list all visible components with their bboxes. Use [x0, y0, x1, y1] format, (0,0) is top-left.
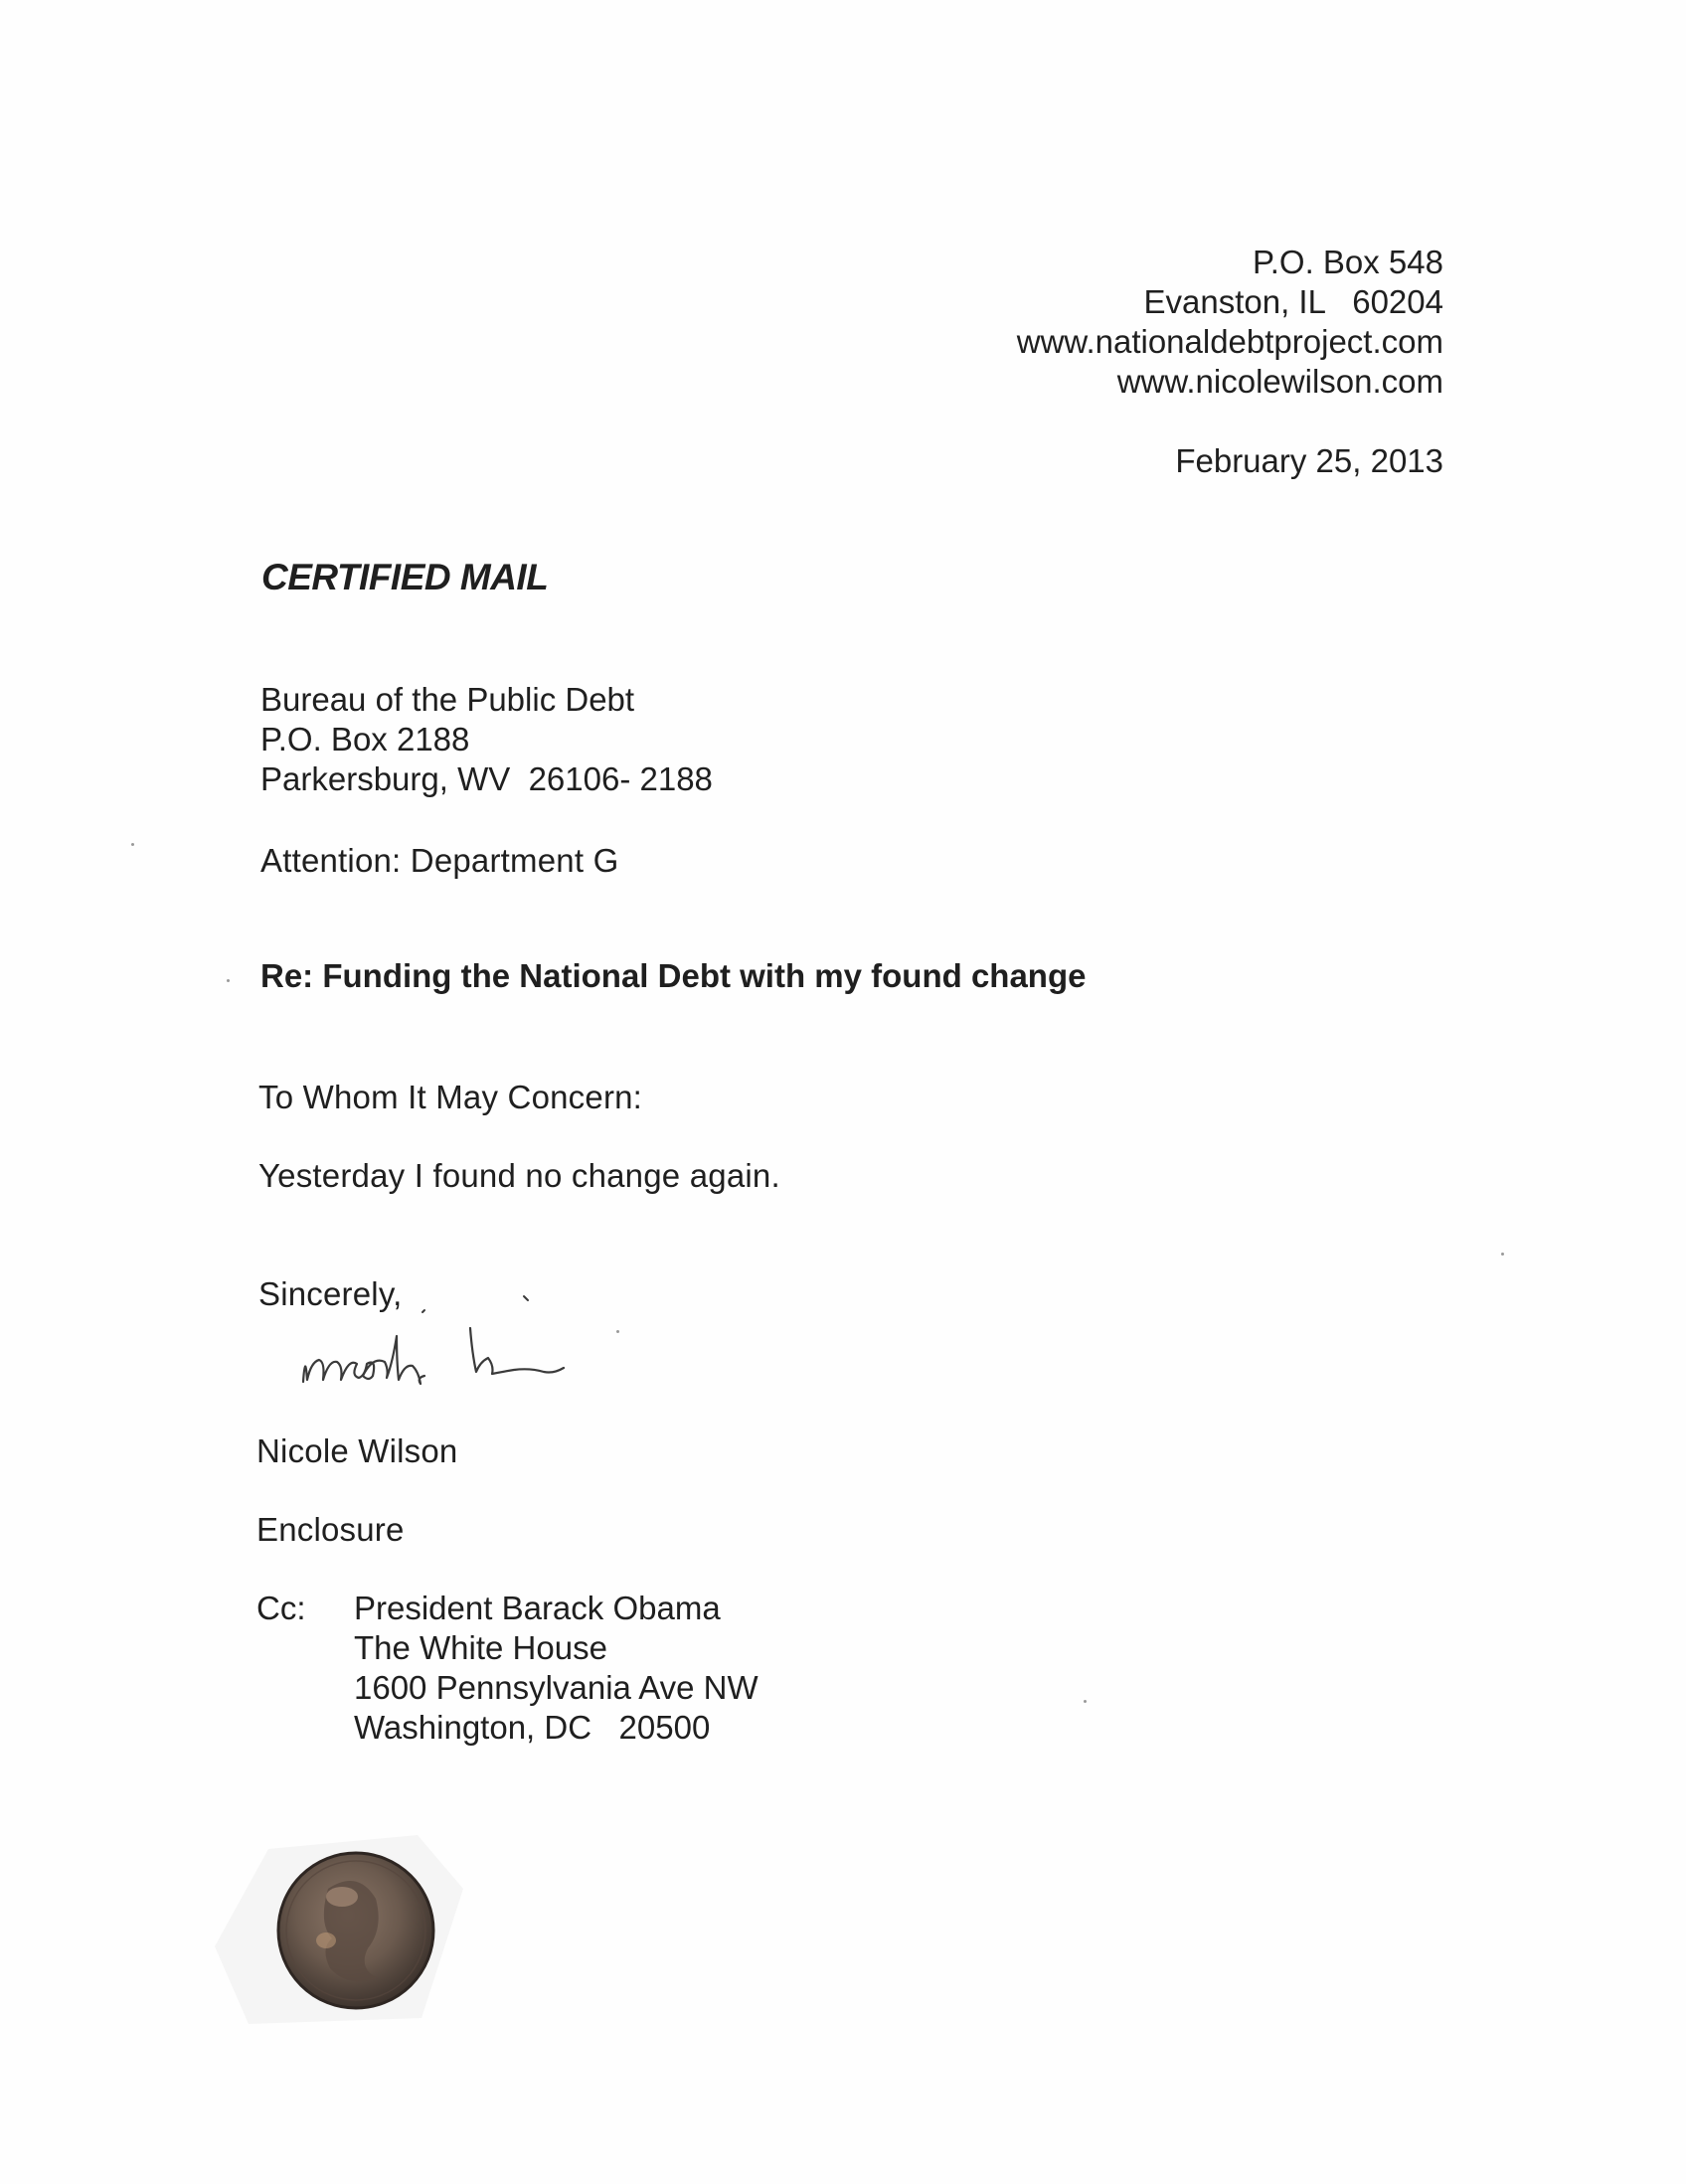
salutation: To Whom It May Concern:: [258, 1079, 643, 1115]
recipient-po-box: P.O. Box 2188: [260, 721, 470, 757]
sender-po-box: P.O. Box 548: [1252, 244, 1443, 280]
recipient-city-state-zip: Parkersburg, WV 26106- 2188: [260, 760, 713, 797]
cc-label: Cc:: [256, 1590, 306, 1626]
letter-body: Yesterday I found no change again.: [258, 1157, 780, 1194]
sender-website-personal: www.nicolewilson.com: [1116, 363, 1443, 400]
certified-mail-heading: CERTIFIED MAIL: [261, 557, 549, 597]
sender-city-state-zip: Evanston, IL 60204: [1143, 283, 1443, 320]
subject-line: Re: Funding the National Debt with my found change: [260, 957, 1087, 994]
letter-date: February 25, 2013: [1175, 442, 1443, 479]
cc-street: 1600 Pennsylvania Ave NW: [354, 1669, 759, 1706]
closing: Sincerely,: [258, 1275, 403, 1312]
penny-coin-image: [209, 1829, 467, 2028]
enclosure-notation: Enclosure: [256, 1511, 405, 1548]
cc-address-block: [354, 1589, 759, 1748]
sender-website-national-debt: www.nationaldebtproject.com: [1016, 323, 1443, 360]
recipient-name: Bureau of the Public Debt: [260, 681, 635, 718]
recipient-address-block: [260, 680, 713, 799]
cc-organization: The White House: [354, 1629, 607, 1666]
signer-name: Nicole Wilson: [256, 1432, 458, 1469]
cc-city-state-zip: Washington, DC 20500: [354, 1709, 711, 1746]
attention-line: Attention: Department G: [260, 842, 619, 879]
cc-recipient-name: President Barack Obama: [354, 1590, 721, 1626]
sender-address-block: [1017, 243, 1443, 402]
handwritten-signature: [293, 1292, 691, 1402]
